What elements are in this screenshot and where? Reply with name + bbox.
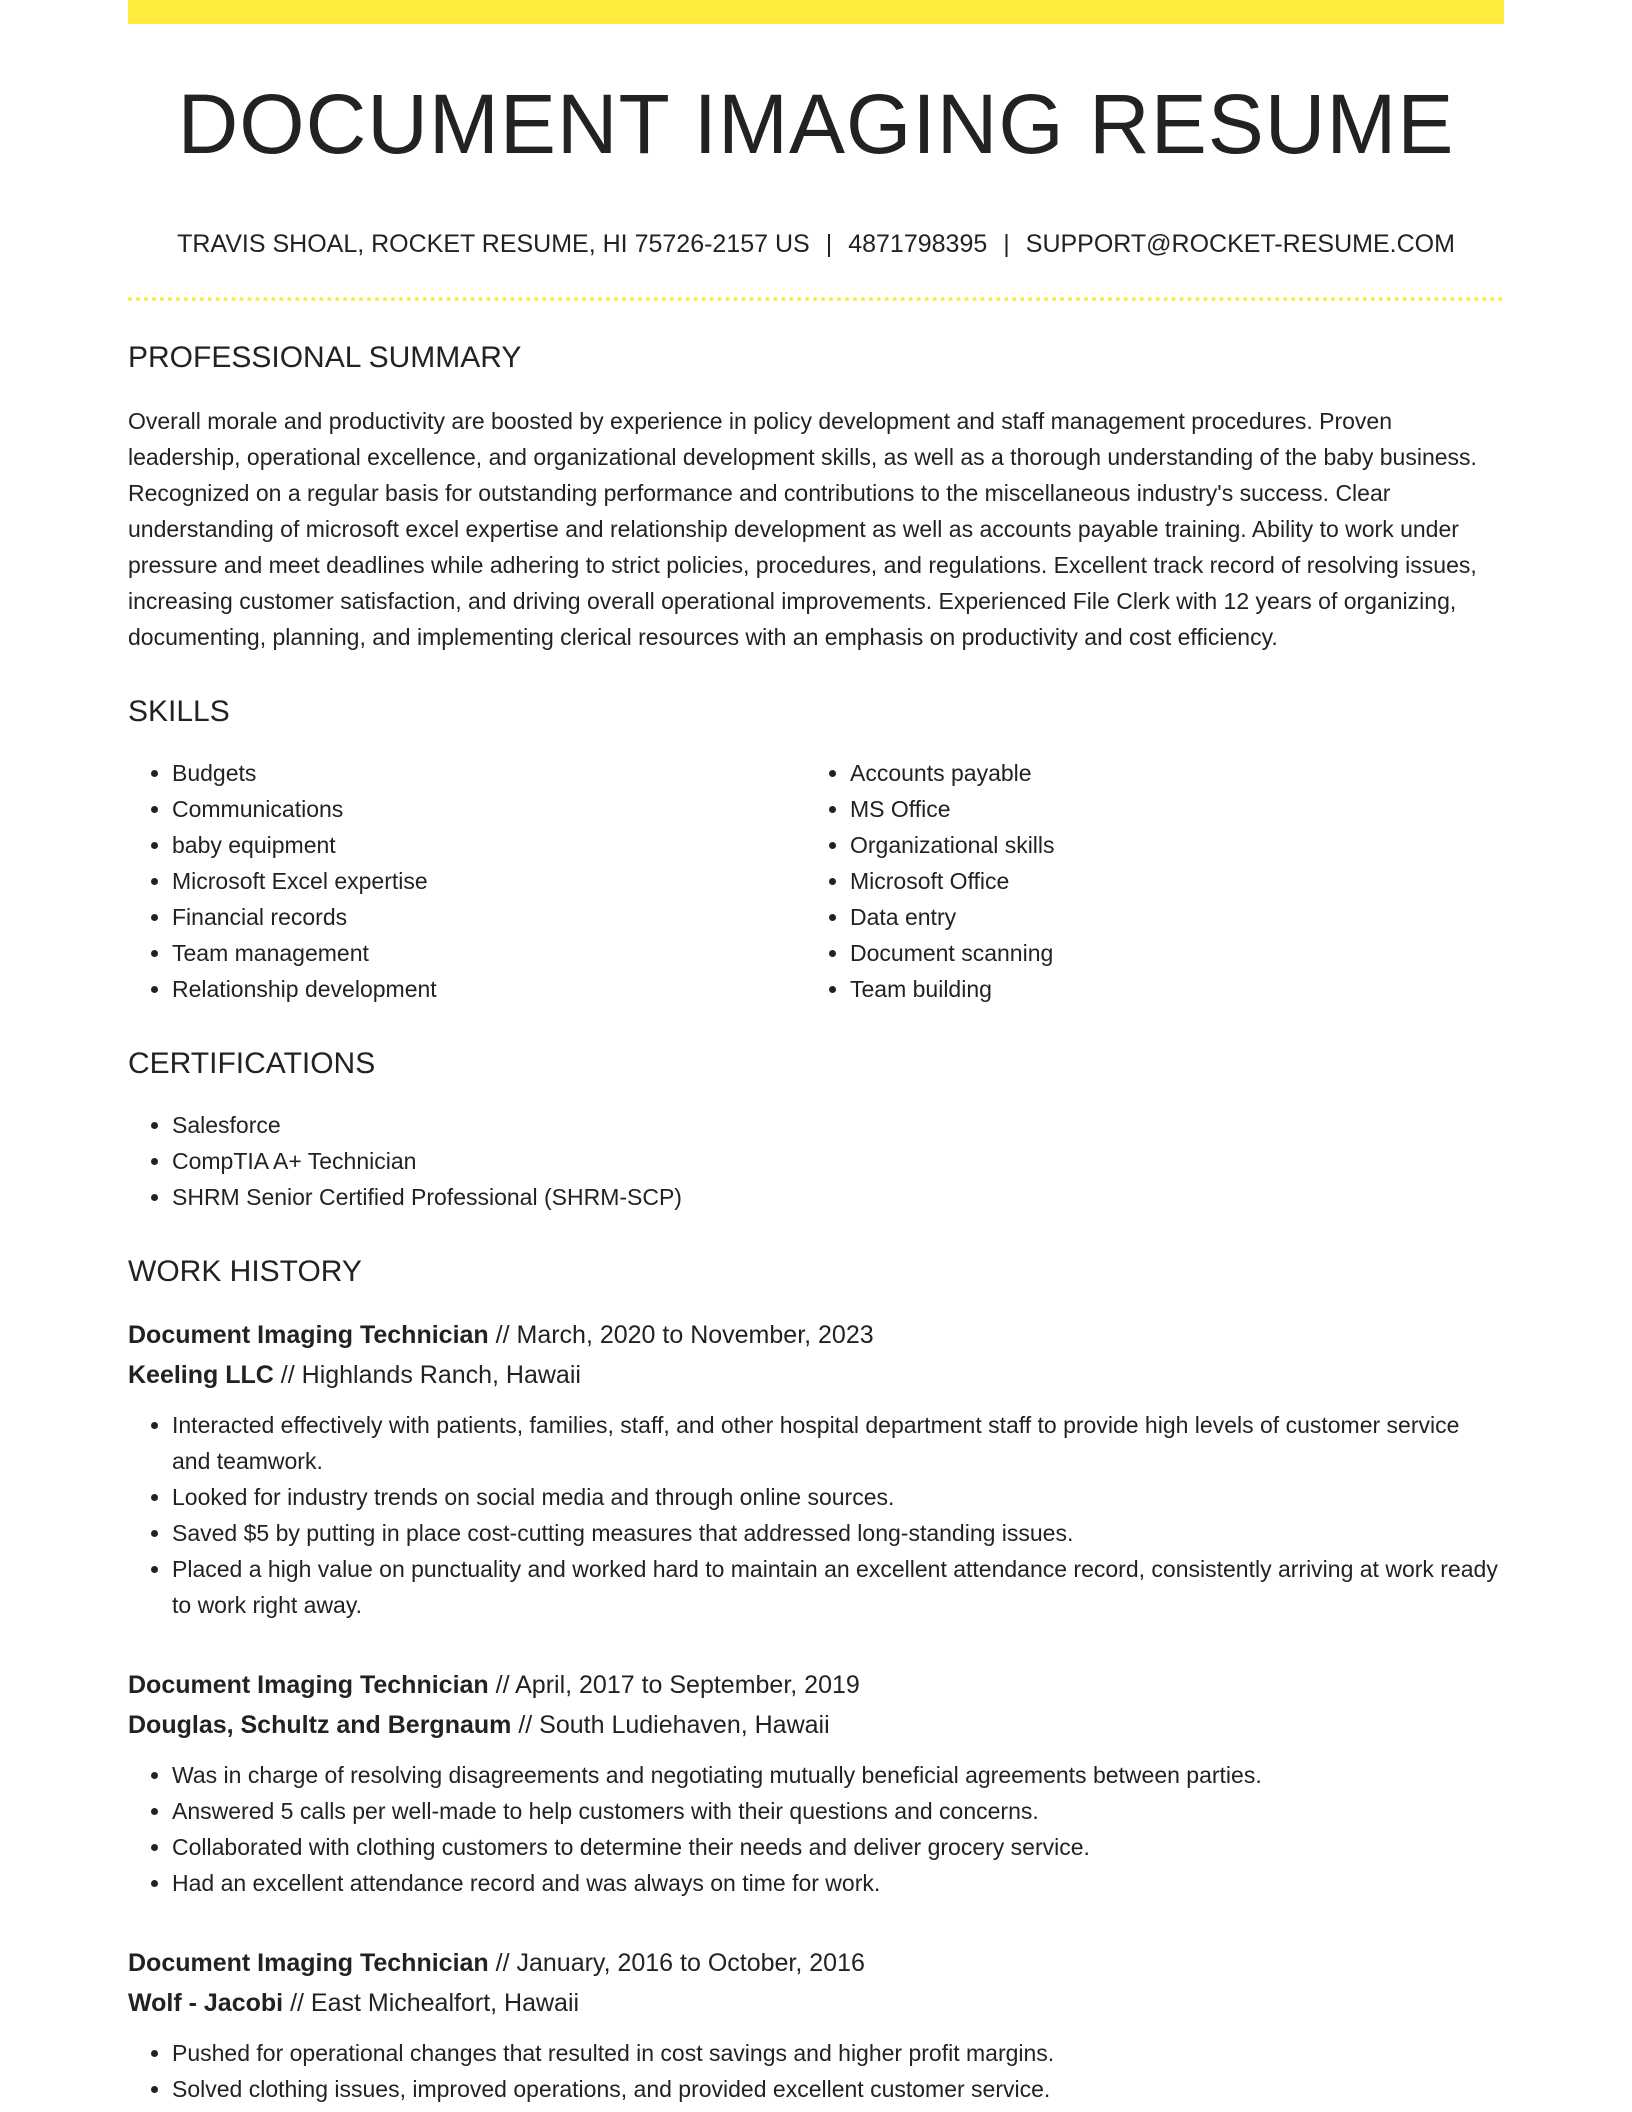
certification-item: • Salesforce <box>172 1107 1504 1143</box>
job-dates: // March, 2020 to November, 2023 <box>495 1321 874 1349</box>
job-bullet: • Had an excellent attendance record and was always on time for work. <box>172 1865 1504 1901</box>
certifications-heading: CERTIFICATIONS <box>128 1047 376 1080</box>
skill-item: • Data entry <box>850 899 1484 935</box>
summary-heading: PROFESSIONAL SUMMARY <box>128 341 522 374</box>
job-bullet: • Answered 5 calls per well-made to help customers with their questions and concerns. <box>172 1793 1504 1829</box>
job-bullets <box>128 2035 1504 2107</box>
certification-item: • SHRM Senior Certified Professional (SHRM-SCP) <box>172 1179 1504 1215</box>
skill-item: • Financial records <box>172 899 806 935</box>
job-dates: // April, 2017 to September, 2019 <box>495 1671 860 1699</box>
job-location: // East Michealfort, Hawaii <box>290 1989 580 2017</box>
resume-page <box>128 0 1504 2107</box>
top-accent-bar <box>128 0 1504 24</box>
skill-item: • Budgets <box>172 755 806 791</box>
job-location: // South Ludiehaven, Hawaii <box>518 1711 830 1739</box>
contact-line <box>128 232 1504 257</box>
certifications-list <box>128 1107 1504 1215</box>
job-company-line <box>128 1705 1504 1745</box>
skill-item: • baby equipment <box>172 827 806 863</box>
job-company: Wolf - Jacobi <box>128 1989 284 2017</box>
job-title-line <box>128 1665 1504 1705</box>
contact-phone: 4871798395 <box>848 230 988 258</box>
skill-item: • Microsoft Office <box>850 863 1484 899</box>
job-entry <box>128 1665 1504 1901</box>
job-bullet: • Placed a high value on punctuality and worked hard to maintain an excellent attendance record, consistently arriving at work ready to work right away. <box>172 1551 1504 1623</box>
skills-list-left <box>128 755 806 1007</box>
summary-text: Overall morale and productivity are boosted by experience in policy development and staff management procedures. Proven leadership, operational excellence, and organizational development skills, as well as a thorough understanding of the baby business. Recognized on a regular basis for outstanding performance and contributions to the miscellaneous industry's success. Clear understanding of microsoft excel expertise and relationship development as well as accounts payable training. Ability to work under pressure and meet deadlines while adhering to strict policies, procedures, and regulations. Excellent track record of resolving issues, increasing customer satisfaction, and driving overall operational improvements. Experienced File Clerk with 12 years of organizing, documenting, planning, and implementing clerical resources with an emphasis on productivity and cost efficiency. <box>128 408 1477 650</box>
skill-item: • Document scanning <box>850 935 1484 971</box>
skill-item: • Communications <box>172 791 806 827</box>
dotted-divider <box>128 297 1504 301</box>
contact-address: TRAVIS SHOAL, ROCKET RESUME, HI 75726-2157 US <box>177 230 810 258</box>
job-location: // Highlands Ranch, Hawaii <box>280 1361 581 1389</box>
job-company-line <box>128 1355 1504 1395</box>
skills-grid <box>128 755 1504 1007</box>
skill-item: • Organizational skills <box>850 827 1484 863</box>
job-title: Document Imaging Technician <box>128 1321 489 1349</box>
job-bullets <box>128 1757 1504 1901</box>
contact-email: SUPPORT@ROCKET-RESUME.COM <box>1025 230 1455 258</box>
skills-heading: SKILLS <box>128 695 230 728</box>
job-bullet: • Solved clothing issues, improved operations, and provided excellent customer service. <box>172 2071 1504 2107</box>
job-bullet: • Saved $5 by putting in place cost-cutting measures that addressed long-standing issues. <box>172 1515 1504 1551</box>
job-bullet: • Looked for industry trends on social media and through online sources. <box>172 1479 1504 1515</box>
job-bullet: • Pushed for operational changes that resulted in cost savings and higher profit margins. <box>172 2035 1504 2071</box>
skill-item: • Microsoft Excel expertise <box>172 863 806 899</box>
job-title: Document Imaging Technician <box>128 1949 489 1977</box>
job-bullet: • Interacted effectively with patients, families, staff, and other hospital department staff to provide high levels of customer service and teamwork. <box>172 1407 1504 1479</box>
contact-separator: | <box>825 230 833 258</box>
work-history-heading: WORK HISTORY <box>128 1255 362 1288</box>
job-bullet: • Collaborated with clothing customers to determine their needs and deliver grocery service. <box>172 1829 1504 1865</box>
job-company-line <box>128 1983 1504 2023</box>
job-title: Document Imaging Technician <box>128 1671 489 1699</box>
skill-item: • MS Office <box>850 791 1484 827</box>
skill-item: • Relationship development <box>172 971 806 1007</box>
job-entry <box>128 1943 1504 2107</box>
resume-title: DOCUMENT IMAGING RESUME <box>177 77 1455 171</box>
job-entry <box>128 1315 1504 1623</box>
skill-item: • Team building <box>850 971 1484 1007</box>
job-dates: // January, 2016 to October, 2016 <box>495 1949 865 1977</box>
job-bullet: • Was in charge of resolving disagreements and negotiating mutually beneficial agreements between parties. <box>172 1757 1504 1793</box>
job-company: Douglas, Schultz and Bergnaum <box>128 1711 512 1739</box>
job-title-line <box>128 1943 1504 1983</box>
skill-item: • Accounts payable <box>850 755 1484 791</box>
certification-item: • CompTIA A+ Technician <box>172 1143 1504 1179</box>
job-title-line <box>128 1315 1504 1355</box>
job-bullets <box>128 1407 1504 1623</box>
skill-item: • Team management <box>172 935 806 971</box>
skills-list-right <box>806 755 1484 1007</box>
contact-separator: | <box>1003 230 1010 258</box>
job-company: Keeling LLC <box>128 1361 274 1389</box>
